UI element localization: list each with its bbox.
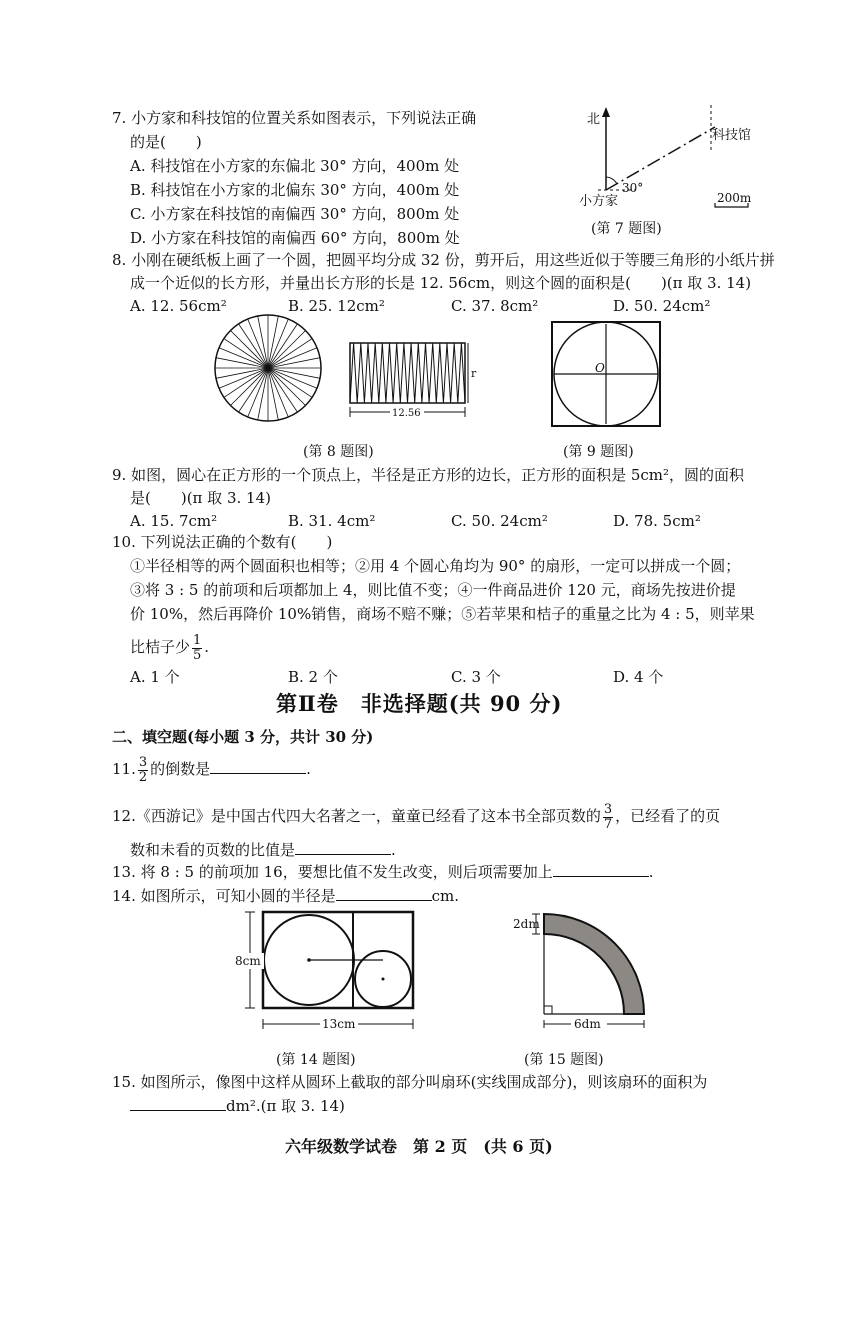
q12-text-c: 数和未看的页数的比值是 bbox=[130, 841, 296, 859]
q7-option-c: C. 小方家在科技馆的南偏西 30° 方向，800m 处 bbox=[130, 205, 460, 223]
q9-option-b: B. 31. 4cm² bbox=[288, 512, 376, 530]
q7-home-label: 小方家 bbox=[579, 194, 619, 209]
q8-option-d: D. 50. 24cm² bbox=[613, 297, 711, 315]
q9-option-a: A. 15. 7cm² bbox=[130, 512, 218, 530]
q12-answer-blank[interactable] bbox=[295, 840, 391, 855]
q8-sector-line bbox=[231, 368, 269, 406]
q8-sector-line bbox=[268, 331, 306, 369]
q14-unit: cm. bbox=[431, 887, 460, 905]
q13 bbox=[112, 862, 653, 882]
q9-option-d: D. 78. 5cm² bbox=[613, 512, 701, 530]
q7-option-d: D. 小方家在科技馆的南偏西 60° 方向，800m 处 bbox=[130, 229, 460, 247]
q14-text: 14. 如图所示，可知小圆的半径是 bbox=[112, 887, 336, 905]
q12-end: . bbox=[391, 841, 396, 859]
q7-stem-line1: 7. 小方家和科技馆的位置关系如图表示，下列说法正确 bbox=[112, 109, 477, 127]
q9-figure bbox=[548, 318, 678, 463]
page-footer: 六年级数学试卷 第 2 页 (共 6 页) bbox=[285, 1137, 553, 1156]
q15-line2 bbox=[130, 1096, 345, 1116]
q8-sector-line bbox=[231, 331, 269, 369]
q12-line2 bbox=[130, 840, 396, 860]
q7-scale-label: 200m bbox=[717, 191, 752, 205]
q15-answer-blank[interactable] bbox=[130, 1096, 226, 1111]
q13-end: . bbox=[648, 863, 654, 881]
q10-line3: 价 10%，然后再降价 10%销售，商场不赔不赚；⑤若苹果和桔子的重量之比为 4 : 5，则苹果 bbox=[130, 605, 755, 623]
q15-figure bbox=[508, 910, 648, 1068]
q13-text: 13. 将 8 : 5 的前项加 16，要想比值不发生改变，则后项需要加上 bbox=[112, 863, 553, 881]
q8-sector-line bbox=[268, 368, 306, 406]
q11-answer-blank[interactable] bbox=[210, 759, 306, 774]
q14-caption: (第 14 题图) bbox=[276, 1052, 356, 1068]
q8-stem-line2: 成一个近似的长方形，并量出长方形的长是 12. 56cm，则这个圆的面积是( )(π 取 3. 14) bbox=[130, 274, 752, 292]
q8-length-label: 12.56 bbox=[392, 408, 421, 419]
q9-stem-line1: 9. 如图，圆心在正方形的一个顶点上，半径是正方形的边长，正方形的面积是 5cm²，圆的面积 bbox=[112, 466, 745, 484]
q11-end: . bbox=[306, 760, 311, 778]
q7-option-a: A. 科技馆在小方家的东偏北 30° 方向，400m 处 bbox=[130, 157, 460, 175]
q10-line4-end: . bbox=[204, 638, 210, 656]
q10-line4-text: 比桔子少 bbox=[130, 638, 191, 656]
q8-zigzag bbox=[350, 343, 465, 403]
q11-fraction-num: 3 bbox=[138, 754, 148, 770]
q8-figure bbox=[205, 315, 495, 465]
q9-center-label: O bbox=[595, 361, 605, 375]
section2-title: 二、填空题(每小题 3 分，共计 30 分) bbox=[112, 728, 374, 746]
q12-fraction bbox=[603, 803, 613, 832]
q10-line1: ①半径相等的两个圆面积也相等；②用 4 个圆心角均为 90° 的扇形，一定可以拼成一个圆； bbox=[130, 557, 741, 575]
q10-option-d: D. 4 个 bbox=[613, 668, 664, 686]
q14-height-label: 8cm bbox=[235, 954, 261, 968]
q15-line1: 15. 如图所示，像图中这样从圆环上截取的部分叫扇环(实线围成部分)，则该扇环的面积为 bbox=[112, 1073, 708, 1091]
q11-fraction-den: 2 bbox=[138, 769, 148, 785]
q10-fraction-num: 1 bbox=[193, 632, 202, 648]
q10-line2: ③将 3 : 5 的前项和后项都加上 4，则比值不变；④一件商品进价 120 元，商场先按进价提 bbox=[130, 581, 736, 599]
q12-line1 bbox=[112, 799, 720, 833]
q15-tail: .(π 取 3. 14) bbox=[255, 1097, 345, 1115]
q10-line4 bbox=[130, 630, 209, 664]
q8-option-c: C. 37. 8cm² bbox=[451, 297, 539, 315]
q12-fraction-num: 3 bbox=[603, 801, 613, 817]
q9-option-c: C. 50. 24cm² bbox=[451, 512, 548, 530]
q12-text-b: ，已经看了的页 bbox=[615, 807, 721, 825]
q15-radius-label: 6dm bbox=[574, 1017, 601, 1031]
q7-museum-label: 科技馆 bbox=[712, 128, 752, 143]
q7-figure bbox=[575, 105, 775, 240]
q7-caption: (第 7 题图) bbox=[591, 221, 662, 237]
q11 bbox=[112, 752, 311, 786]
part2-title: 第Ⅱ卷 非选择题(共 90 分) bbox=[276, 691, 563, 716]
q8-r-label: r bbox=[471, 367, 477, 380]
q10-option-b: B. 2 个 bbox=[288, 668, 338, 686]
q8-caption: (第 8 题图) bbox=[303, 444, 374, 460]
q9-stem-line2: 是( )(π 取 3. 14) bbox=[130, 489, 271, 507]
q7-angle-label: 30° bbox=[622, 181, 644, 195]
q7-option-b: B. 科技馆在小方家的北偏东 30° 方向，400m 处 bbox=[130, 181, 460, 199]
q14 bbox=[112, 886, 459, 906]
q15-width-label: 2dm bbox=[513, 917, 540, 931]
q7-north-label: 北 bbox=[587, 112, 601, 127]
q10-option-c: C. 3 个 bbox=[451, 668, 501, 686]
q14-answer-blank[interactable] bbox=[336, 886, 432, 901]
q11-number: 11. bbox=[112, 760, 136, 778]
q14-figure bbox=[230, 908, 430, 1068]
q10-stem: 10. 下列说法正确的个数有( ) bbox=[112, 533, 333, 551]
q9-caption: (第 9 题图) bbox=[563, 444, 634, 460]
q15-unit: dm² bbox=[226, 1097, 256, 1115]
q8-option-b: B. 25. 12cm² bbox=[288, 297, 385, 315]
q10-option-a: A. 1 个 bbox=[130, 668, 180, 686]
q14-width-label: 13cm bbox=[322, 1017, 356, 1031]
q10-fraction bbox=[192, 634, 202, 663]
q7-stem-line2: 的是( ) bbox=[130, 133, 202, 151]
q11-fraction bbox=[138, 756, 148, 785]
q8-option-a: A. 12. 56cm² bbox=[130, 297, 227, 315]
q10-fraction-den: 5 bbox=[193, 647, 202, 663]
q12-text-a: 12.《西游记》是中国古代四大名著之一，童童已经看了这本书全部页数的 bbox=[112, 807, 601, 825]
q12-fraction-den: 7 bbox=[603, 816, 613, 832]
q8-stem-line1: 8. 小刚在硬纸板上画了一个圆，把圆平均分成 32 份，剪开后，用这些近似于等腰三角形的小纸片拼 bbox=[112, 251, 775, 269]
q11-text: 的倒数是 bbox=[150, 760, 211, 778]
q13-answer-blank[interactable] bbox=[553, 862, 649, 877]
q15-caption: (第 15 题图) bbox=[524, 1052, 604, 1068]
